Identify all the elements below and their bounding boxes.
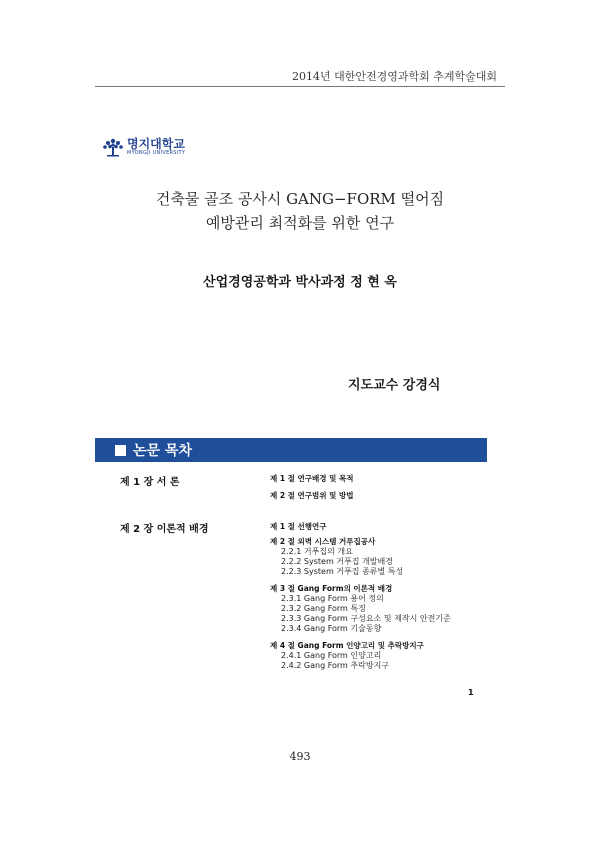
- section-2-4: 제 4 절 Gang Form 인양고리 및 추락방지구: [270, 641, 424, 650]
- toc-item: 2.4.1 Gang Form 인양고리: [281, 651, 382, 660]
- page-number: 493: [289, 750, 311, 763]
- toc-item: 2.2.2 System 거푸집 개발배경: [281, 557, 393, 566]
- author-line: 산업경영공학과 박사과정 정 현 옥: [203, 275, 397, 290]
- advisor-line: 지도교수 강경식: [348, 378, 441, 393]
- section-2-1: 제 1 절 선행연구: [270, 522, 327, 531]
- toc-item: 2.3.3 Gang Form 구성요소 및 제작시 안전기준: [281, 614, 451, 623]
- section-1-1: 제 1 절 연구배경 및 목적: [270, 474, 354, 483]
- section-2-2: 제 2 절 외벽 시스템 거푸집공사: [270, 537, 376, 546]
- logo-name-ko: 명지대학교: [127, 137, 185, 151]
- toc-heading-bar: [95, 438, 487, 462]
- header-divider: [95, 86, 505, 87]
- chapter-2-label: 제 2 장 이론적 배경: [120, 524, 209, 535]
- slide-number: 1: [468, 688, 474, 697]
- toc-item: 2.3.1 Gang Form 용어 정의: [281, 594, 384, 603]
- logo-name-en: MYONGJI UNIVERSITY: [127, 150, 186, 156]
- title-line-1: 건축물 골조 공사시 GANG−FORM 떨어짐: [155, 190, 445, 208]
- toc-item: 2.2.1 거푸집의 개요: [281, 547, 353, 556]
- conference-header: 2014년 대한안전경영과학회 추계학술대회: [291, 70, 497, 83]
- toc-item: 2.4.2 Gang Form 추락방지구: [281, 661, 390, 670]
- toc-heading: 논문 목차: [133, 443, 192, 459]
- chapter-1-label: 제 1 장 서 론: [120, 477, 180, 488]
- toc-item: 2.3.2 Gang Form 특징: [281, 604, 366, 613]
- section-1-2: 제 2 절 연구범위 및 방법: [270, 491, 354, 500]
- square-bullet-icon: [115, 445, 126, 456]
- paper-title: [0, 187, 600, 235]
- university-logo: [102, 137, 185, 157]
- tree-emblem-icon: [102, 137, 124, 157]
- title-line-2: 예방관리 최적화를 위한 연구: [205, 214, 395, 232]
- toc-item: 2.3.4 Gang Form 기술동향: [281, 624, 382, 633]
- section-2-3: 제 3 절 Gang Form의 이론적 배경: [270, 584, 393, 593]
- toc-item: 2.2.3 System 거푸집 종류별 특성: [281, 567, 404, 576]
